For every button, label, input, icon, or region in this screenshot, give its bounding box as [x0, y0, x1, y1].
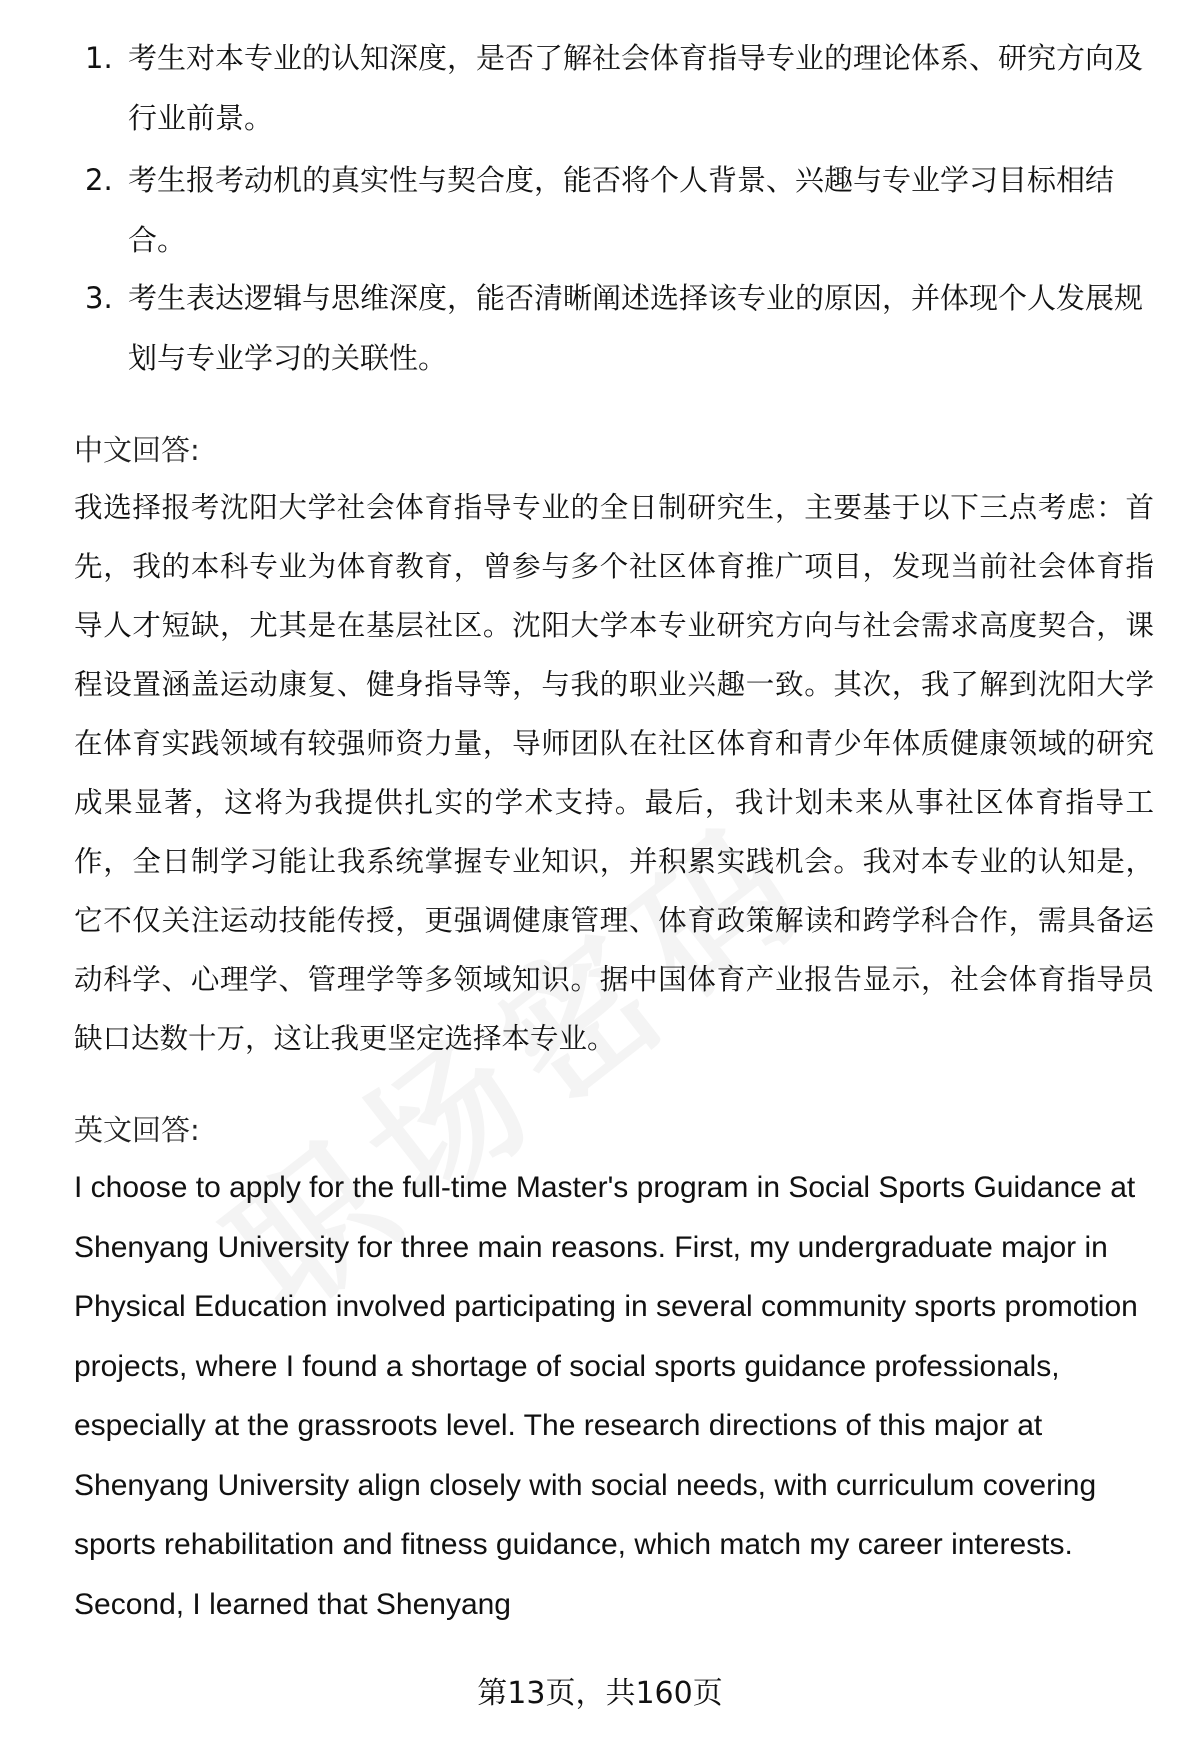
english-answer-heading: 英文回答:: [74, 1113, 200, 1147]
english-answer-body: I choose to apply for the full-time Master's program in Social Sports Guidance at Shenyang University for three main reasons. First, my undergraduate major in Physical Education involved participating in several community sports promotion projects, where I found a shortage of social sports guidance professionals, especially at the grassroots level. The research directions of this major at Shenyang University align closely with social needs, with curriculum covering sports rehabilitation and fitness guidance, which match my career interests. Second, I learned that Shenyang: [74, 1171, 1138, 1621]
list-item-number: 1.: [85, 41, 113, 75]
list-item-text: 考生报考动机的真实性与契合度，能否将个人背景、兴趣与专业学习目标相结合。: [128, 163, 1115, 257]
chinese-answer-heading: 中文回答:: [74, 433, 200, 467]
page-footer: 第13页，共160页: [477, 1676, 723, 1711]
list-item-text: 考生对本专业的认知深度，是否了解社会体育指导专业的理论体系、研究方向及行业前景。: [128, 41, 1144, 135]
list-item-number: 3.: [85, 281, 113, 315]
list-item-text: 考生表达逻辑与思维深度，能否清晰阐述选择该专业的原因，并体现个人发展规划与专业学习的关联性。: [128, 281, 1144, 375]
chinese-answer-body: 我选择报考沈阳大学社会体育指导专业的全日制研究生，主要基于以下三点考虑：首先，我的本科专业为体育教育，曾参与多个社区体育推广项目，发现当前社会体育指导人才短缺，尤其是在基层社区。沈阳大学本专业研究方向与社会需求高度契合，课程设置涵盖运动康复、健身指导等，与我的职业兴趣一致。其次，我了解到沈阳大学在体育实践领域有较强师资力量，导师团队在社区体育和青少年体质健康领域的研究成果显著，这将为我提供扎实的学术支持。最后，我计划未来从事社区体育指导工作，全日制学习能让我系统掌握专业知识，并积累实践机会。我对本专业的认知是，它不仅关注运动技能传授，更强调健康管理、体育政策解读和跨学科合作，需具备运动科学、心理学、管理学等多领域知识。据中国体育产业报告显示，社会体育指导员缺口达数十万，这让我更坚定选择本专业。: [74, 491, 1154, 1055]
list-item-number: 2.: [85, 163, 113, 197]
